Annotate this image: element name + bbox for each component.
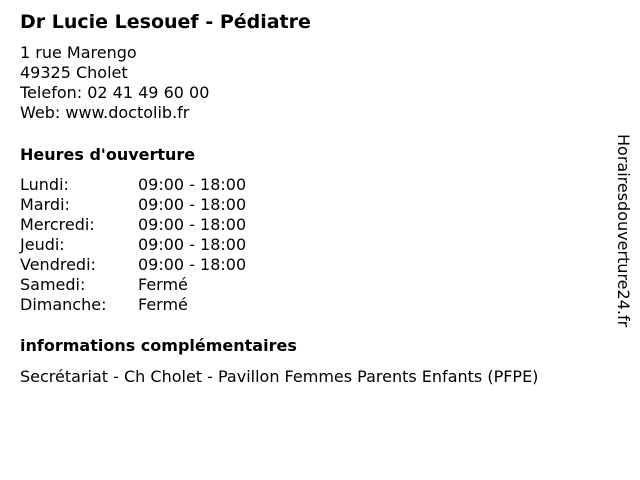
opening-hours-heading: Heures d'ouverture [20,145,196,164]
day-label: Mercredi: [20,215,95,234]
watermark-text: Horairesdouverture24.fr [614,134,633,328]
day-label: Vendredi: [20,255,96,274]
additional-info-heading: informations complémentaires [20,336,297,355]
day-hours: 09:00 - 18:00 [138,255,247,274]
day-hours: 09:00 - 18:00 [138,215,247,234]
hours-row-friday [20,255,246,275]
street-address: 1 rue Marengo [20,43,137,62]
city-address: 49325 Cholet [20,63,128,82]
address-block [20,43,600,123]
hours-row-wednesday [20,215,246,235]
day-label: Samedi: [20,275,86,294]
day-label: Mardi: [20,195,70,214]
hours-row-thursday [20,235,246,255]
day-hours: 09:00 - 18:00 [138,195,247,214]
day-hours: Fermé [138,275,188,294]
website: Web: www.doctolib.fr [20,103,190,122]
hours-row-sunday [20,295,246,315]
phone-number: Telefon: 02 41 49 60 00 [20,83,210,102]
day-label: Jeudi: [20,235,65,254]
business-card [20,10,600,387]
hours-row-saturday [20,275,246,295]
opening-hours-table [20,175,246,315]
day-hours: 09:00 - 18:00 [138,175,247,194]
watermark [612,134,634,344]
page-title: Dr Lucie Lesouef - Pédiatre [20,11,311,33]
day-hours: 09:00 - 18:00 [138,235,247,254]
additional-info-text: Secrétariat - Ch Cholet - Pavillon Femmes Parents Enfants (PFPE) [20,367,539,386]
hours-row-tuesday [20,195,246,215]
day-label: Lundi: [20,175,69,194]
day-hours: Fermé [138,295,188,314]
hours-row-monday [20,175,246,195]
day-label: Dimanche: [20,295,107,314]
